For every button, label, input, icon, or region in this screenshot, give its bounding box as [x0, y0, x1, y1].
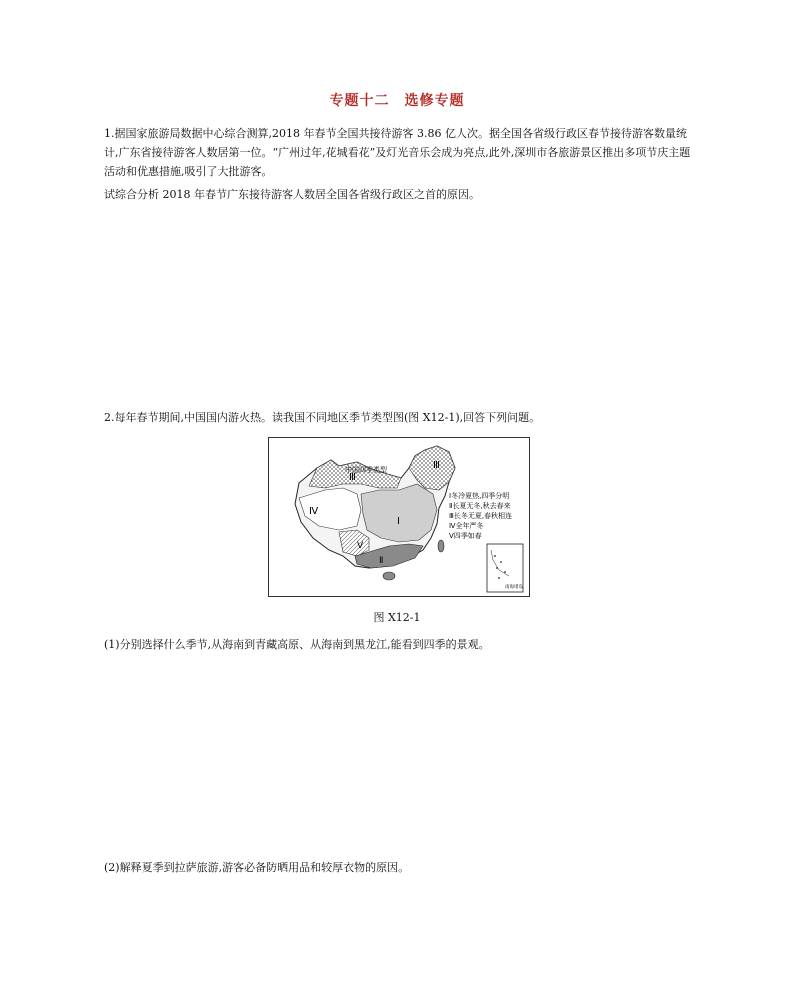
question-2-intro: 2.每年春节期间,中国国内游火热。读我国不同地区季节类型图(图 X12-1),回答下列问题。 [104, 411, 541, 424]
mark-v: Ⅴ [357, 541, 364, 551]
china-season-map [268, 437, 530, 597]
region-i-central [361, 484, 437, 542]
mark-ii: Ⅱ [379, 556, 384, 566]
question-2-part-2: (2)解释夏季到拉萨旅游,游客必备防晒用品和较厚衣物的原因。 [104, 861, 410, 874]
hainan-island [383, 572, 395, 580]
legend-item-3: Ⅲ长冬无夏,春秋相连 [449, 512, 513, 520]
map-title: 中国四季类型 [345, 466, 387, 474]
inset-label: 南海诸岛 [505, 585, 523, 590]
page-title: 专题十二 选修专题 [329, 93, 465, 109]
question-1-text: 1.据国家旅游局数据中心综合测算,2018 年春节全国共接待游客 3.86 亿人次。据全国各省级行政区春节接待游客数量统计,广东省接待游客人数居第一位。“广州过年,花城看花”及灯光音乐会成为亮点,此外,深圳市各旅游景区推出多项节庆主题活动和优惠措施,吸引了大批游客。 [104, 127, 691, 178]
figure-caption: 图 X12-1 [373, 611, 421, 624]
mark-iv: Ⅳ [309, 506, 319, 517]
mark-iii-northeast: Ⅲ [433, 460, 440, 471]
question-2-part-1: (1)分别选择什么季节,从海南到青藏高原、从海南到黑龙江,能看到四季的景观。 [104, 638, 490, 651]
question-1-prompt: 试综合分析 2018 年春节广东接待游客人数居全国各省级行政区之首的原因。 [104, 188, 480, 201]
mark-i: Ⅰ [397, 516, 400, 527]
legend-item-5: Ⅴ四季如春 [449, 532, 482, 540]
taiwan-island [438, 540, 444, 552]
mark-iii-north: Ⅲ [349, 472, 356, 483]
legend-item-4: Ⅳ全年严冬 [449, 522, 484, 530]
legend-item-2: Ⅱ长夏无冬,秋去春来 [449, 502, 511, 510]
legend-item-1: Ⅰ冬冷夏热,四季分明 [449, 492, 510, 500]
